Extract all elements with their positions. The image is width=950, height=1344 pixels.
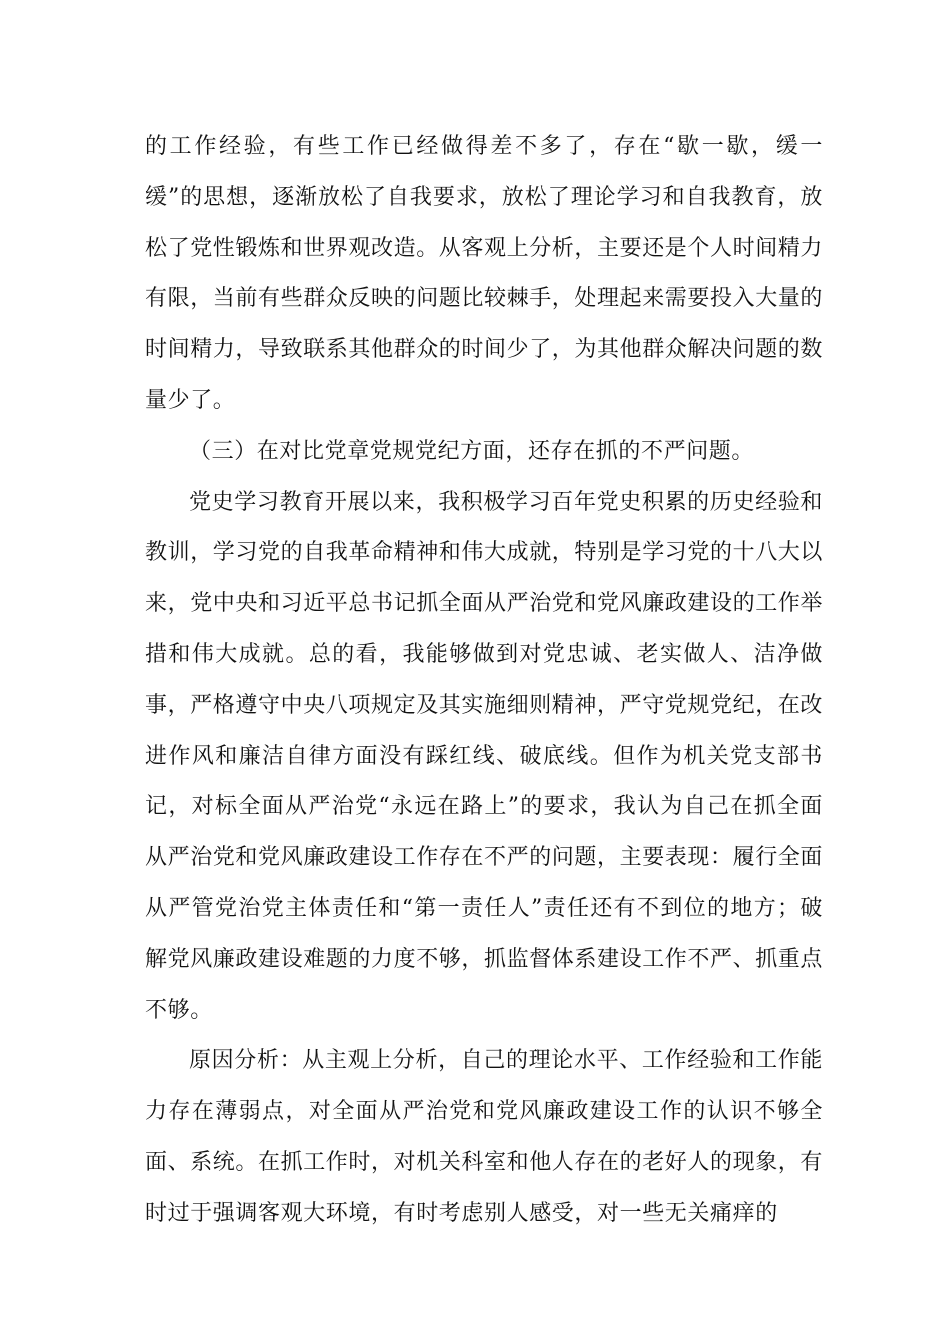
paragraph-continuation: 的工作经验，有些工作已经做得差不多了，存在“歇一歇，缓一缓”的思想，逐渐放松了自我要求，放松了理论学习和自我教育，放松了党性锻炼和世界观改造。从客观上分析，主要还是个人时间精力有限，当前有些群众反映的问题比较棘手，处理起来需要投入大量的时间精力，导致联系其他群众的时间少了，为其他群众解决问题的数量少了。 <box>145 134 824 413</box>
document-body <box>145 122 823 1240</box>
paragraph-body-2: 原因分析：从主观上分析，自己的理论水平、工作经验和工作能力存在薄弱点，对全面从严治党和党风廉政建设工作的认识不够全面、系统。在抓工作时，对机关科室和他人存在的老好人的现象，有时过于强调客观大环境，有时考虑别人感受，对一些无关痛痒的 <box>145 1048 824 1226</box>
paragraph-body-1: 党史学习教育开展以来，我积极学习百年党史积累的历史经验和教训，学习党的自我革命精神和伟大成就，特别是学习党的十八大以来，党中央和习近平总书记抓全面从严治党和党风廉政建设的工作举措和伟大成就。总的看，我能够做到对党忠诚、老实做人、洁净做事，严格遵守中央八项规定及其实施细则精神，严守党规党纪，在改进作风和廉洁自律方面没有踩红线、破底线。但作为机关党支部书记，对标全面从严治党“永远在路上”的要求，我认为自己在抓全面从严治党和党风廉政建设工作存在不严的问题，主要表现：履行全面从严管党治党主体责任和“第一责任人”责任还有不到位的地方；破解党风廉政建设难题的力度不够，抓监督体系建设工作不严、抓重点不够。 <box>145 489 824 1023</box>
section-heading: （三）在对比党章党规党纪方面，还存在抓的不严问题。 <box>189 438 755 464</box>
